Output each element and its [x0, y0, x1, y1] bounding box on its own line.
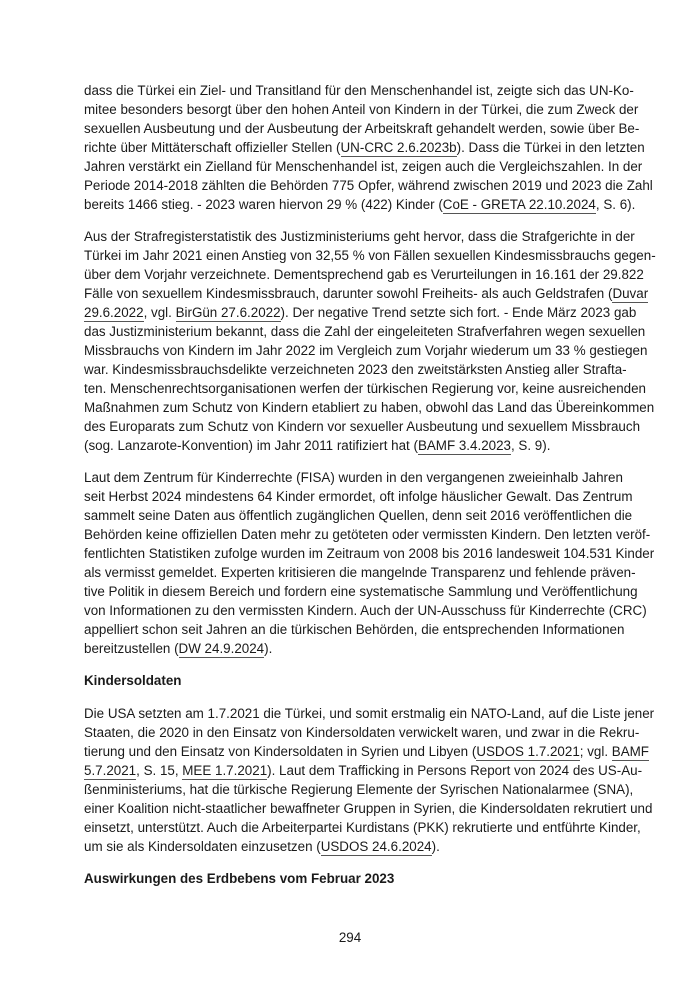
text-line [84, 563, 636, 582]
text-segment: Die USA setzten am 1.7.2021 die Türkei, und somit erstmalig ein NATO-Land, auf die Liste jener [84, 706, 655, 721]
text-segment: , S. 15, [136, 763, 183, 778]
text-segment: ). [431, 839, 440, 854]
text-line [84, 246, 656, 265]
text-line [84, 544, 655, 563]
text-line [84, 723, 640, 742]
text-line [84, 620, 625, 639]
text-line [84, 176, 653, 195]
paragraph [84, 468, 655, 658]
text-line [84, 780, 634, 799]
section-heading: Kindersoldaten [84, 673, 182, 688]
text-segment: bereitzustellen ( [84, 641, 179, 656]
text-segment: ). [264, 641, 273, 656]
text-segment: ). Laut dem Trafficking in Persons Report von 2024 des US-Au- [267, 763, 643, 778]
text-line [84, 81, 634, 100]
document-body [84, 81, 656, 902]
text-segment: mitee besonders besorgt über den hohen Anteil von Kindern in der Türkei, die zum Zweck der [84, 102, 639, 117]
text-segment: ). Der negative Trend setzte sich fort. - Ende März 2023 gab [280, 305, 637, 320]
source-link[interactable]: 5.7.2021 [84, 763, 137, 778]
text-segment: Missbrauchs von Kindern im Jahr 2022 im Vergleich zum Vorjahr wiederum um 33 % gestiegen [84, 343, 648, 358]
text-segment: bereits 1466 stieg. - 2023 waren hiervon 29 % (422) Kinder ( [84, 197, 443, 212]
source-link[interactable]: MEE 1.7.2021 [182, 763, 268, 778]
text-line [84, 487, 633, 506]
text-segment: Staaten, die 2020 in den Einsatz von Kindersoldaten verwickelt waren, und zwar in die Rekru- [84, 725, 640, 740]
text-segment: einer Koalition nicht-staatlicher bewaffneter Gruppen in Syrien, die Kindersoldaten rekrutiert und [84, 801, 653, 816]
source-link[interactable]: Duvar [612, 286, 649, 301]
paragraph [84, 704, 655, 856]
paragraph [84, 81, 653, 214]
text-segment: ten. Menschenrechtsorganisationen werfen der türkischen Regierung vor, keine ausreichenden [84, 381, 647, 396]
text-line [84, 398, 655, 417]
text-line [84, 761, 643, 780]
text-line [84, 639, 617, 658]
text-segment: Aus der Strafregisterstatistik des Justizministeriums geht hervor, dass die Strafgerichte in der [84, 229, 635, 244]
text-segment: Jahren verstärkt ein Zielland für Menschenhandel ist, zeigen auch die Vergleichszahlen. In der [84, 159, 643, 174]
text-line [84, 704, 655, 723]
text-line [84, 818, 641, 837]
source-link[interactable]: USDOS 1.7.2021 [476, 744, 580, 759]
text-line [84, 284, 649, 303]
text-line [84, 601, 647, 620]
text-line [84, 506, 633, 525]
text-segment: dass die Türkei ein Ziel- und Transitland für den Menschenhandel ist, zeigte sich das UN-Ko- [84, 83, 634, 98]
text-line [84, 303, 637, 322]
text-segment: Laut dem Zentrum für Kinderrechte (FISA) wurden in den vergangenen zweieinhalb Jahren [84, 470, 623, 485]
text-line [84, 360, 627, 379]
text-line [84, 100, 639, 119]
source-link[interactable]: CoE - GRETA 22.10.2024 [442, 197, 596, 212]
source-link[interactable]: 29.6.2022 [84, 305, 144, 320]
text-line [84, 379, 647, 398]
text-line [84, 837, 617, 856]
text-segment: um sie als Kindersoldaten einzusetzen ( [84, 839, 321, 854]
text-line [84, 195, 636, 214]
source-link[interactable]: BirGün 27.6.2022 [175, 305, 281, 320]
paragraph [84, 227, 656, 455]
text-segment: sammelt seine Daten aus öffentlich zugänglichen Quellen, denn seit 2016 veröffentlichen die [84, 508, 633, 523]
text-segment: Periode 2014-2018 zählten die Behörden 775 Opfer, während zwischen 2019 und 2023 die Zahl [84, 178, 653, 193]
text-line [84, 341, 648, 360]
text-segment: appelliert schon seit Jahren an die türkischen Behörden, die entsprechenden Informationen [84, 622, 625, 637]
text-segment: richte über Mittäterschaft offizieller Stellen ( [84, 140, 341, 155]
text-line [84, 468, 623, 487]
text-segment: , S. 9). [510, 438, 551, 453]
page-number: 294 [338, 930, 362, 945]
text-segment: einsetzt, unterstützt. Auch die Arbeiterpartei Kurdistans (PKK) rekrutierte und entführte Kinder, [84, 820, 641, 835]
text-line [84, 157, 643, 176]
source-link[interactable]: UN-CRC 2.6.2023b [340, 140, 457, 155]
text-segment: ). Dass die Türkei in den letzten [456, 140, 645, 155]
text-segment: Türkei im Jahr 2021 einen Anstieg von 32,55 % von Fällen sexuellen Kindesmissbrauchs gegen- [84, 248, 656, 263]
text-segment: sexuellen Ausbeutung und der Ausbeutung der Arbeitskraft gehandelt werden, sowie über Be- [84, 121, 640, 136]
source-link[interactable]: BAMF 3.4.2023 [417, 438, 511, 453]
source-link[interactable]: USDOS 24.6.2024 [320, 839, 432, 854]
text-segment: ßenministeriums, hat die türkische Regierung Elemente der Syrischen Nationalarmee (SNA), [84, 782, 634, 797]
text-segment: Maßnahmen zum Schutz von Kindern etabliert zu haben, obwohl das Land das Übereinkommen [84, 400, 655, 415]
text-line [84, 227, 635, 246]
section-heading: Auswirkungen des Erdbebens vom Februar 2023 [84, 871, 395, 886]
text-segment: tierung und den Einsatz von Kindersoldaten in Syrien und Libyen ( [84, 744, 477, 759]
text-segment: das Justizministerium bekannt, dass die Zahl der eingeleiteten Strafverfahren wegen sexuellen [84, 324, 646, 339]
text-segment: seit Herbst 2024 mindestens 64 Kinder ermordet, oft infolge häuslicher Gewalt. Das Zentrum [84, 489, 633, 504]
text-segment: ; vgl. [579, 744, 612, 759]
text-segment: tive Politik in diesem Bereich und fordern eine systematische Sammlung und Veröffentlichung [84, 584, 638, 599]
text-line [84, 119, 640, 138]
text-line [84, 582, 638, 601]
text-line [84, 525, 651, 544]
text-segment: des Europarats zum Schutz von Kindern vor sexueller Ausbeutung und sexuellem Missbrauch [84, 419, 641, 434]
text-line [84, 436, 617, 455]
text-segment: (sog. Lanzarote-Konvention) im Jahr 2011 ratifiziert hat ( [84, 438, 418, 453]
text-segment: Behörden keine offiziellen Daten mehr zu getöteten oder vermissten Kindern. Den letzten veröf- [84, 527, 651, 542]
text-segment: Fälle von sexuellem Kindesmissbrauch, darunter sowohl Freiheits- als auch Geldstrafen ( [84, 286, 613, 301]
text-segment: über dem Vorjahr verzeichnete. Dementsprechend gab es Verurteilungen in 16.161 der 29.822 [84, 267, 644, 282]
text-line [84, 322, 646, 341]
source-link[interactable]: DW 24.9.2024 [178, 641, 265, 656]
text-segment: war. Kindesmissbrauchsdelikte verzeichneten 2023 den zweitstärksten Anstieg aller Strafta- [84, 362, 627, 377]
text-segment: fentlichten Statistiken zufolge wurden im Zeitraum von 2008 bis 2016 landesweit 104.531 Kinder [84, 546, 655, 561]
text-segment: , vgl. [143, 305, 176, 320]
text-line [84, 742, 649, 761]
text-line [84, 417, 641, 436]
source-link[interactable]: BAMF [611, 744, 649, 759]
text-line [84, 138, 645, 157]
text-segment: , S. 6). [595, 197, 636, 212]
text-segment: von Informationen zu den vermissten Kindern. Auch der UN-Ausschuss für Kinderrechte (CRC) [84, 603, 647, 618]
text-line [84, 799, 653, 818]
text-segment: als vermisst gemeldet. Experten kritisieren die mangelnde Transparenz und fehlende präven- [84, 565, 636, 580]
text-line [84, 265, 644, 284]
